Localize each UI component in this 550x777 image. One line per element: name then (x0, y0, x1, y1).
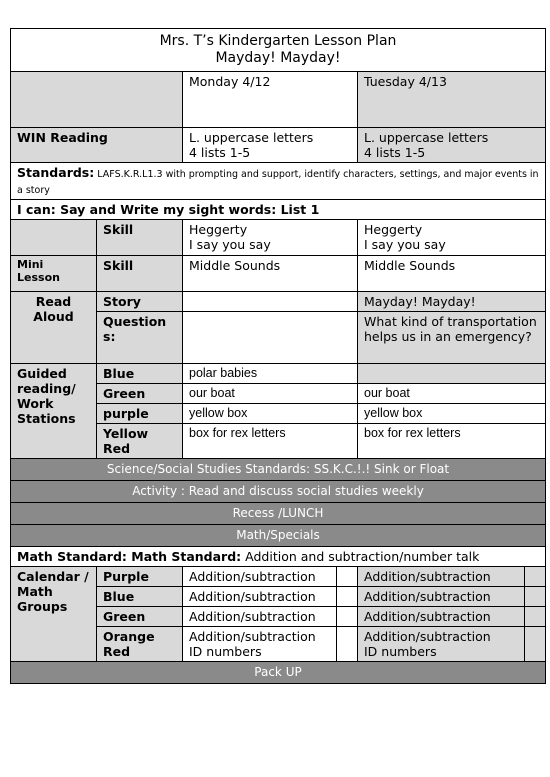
skill-day1: Heggerty I say you say (183, 220, 358, 256)
story-day2: Mayday! Mayday! (358, 292, 546, 312)
math-day1-spacer (337, 567, 358, 587)
math-specials-bar-row (11, 525, 546, 547)
story-day1 (183, 292, 358, 312)
guided-day1: polar babies (183, 364, 358, 384)
question-day2: What kind of transportation helps us in an emergency? (358, 312, 546, 364)
math-standard-label: Math Standard: Math Standard: (17, 549, 242, 564)
read-aloud-story-row (11, 292, 546, 312)
day2-header: Tuesday 4/13 (358, 72, 546, 128)
days-corner-cell (11, 72, 183, 128)
guided-day1: yellow box (183, 404, 358, 424)
page-title: Mrs. T’s Kindergarten Lesson Plan Mayday! Mayday! (11, 29, 546, 72)
math-group-label: Purple (97, 567, 183, 587)
skill-row (11, 220, 546, 256)
i-can-row (11, 200, 546, 220)
math-day2-spacer (525, 627, 546, 662)
day1-header: Monday 4/12 (183, 72, 358, 128)
math-day1-spacer (337, 607, 358, 627)
guided-reading-label: Guided reading/ Work Stations (11, 364, 97, 459)
mini-lesson-skill-label: Skill (97, 256, 183, 292)
science-bar-row (11, 459, 546, 481)
math-standard-text: Addition and subtraction/number talk (241, 549, 480, 564)
win-reading-day2: L. uppercase letters 4 lists 1-5 (358, 128, 546, 163)
guided-group-label: purple (97, 404, 183, 424)
read-aloud-label: Read Aloud (11, 292, 97, 364)
mini-lesson-day1: Middle Sounds (183, 256, 358, 292)
skill-day2: Heggerty I say you say (358, 220, 546, 256)
math-group-label: Orange Red (97, 627, 183, 662)
guided-day2 (358, 364, 546, 384)
math-day2: Addition/subtraction (358, 567, 525, 587)
math-group-label: Green (97, 607, 183, 627)
math-group-label: Blue (97, 587, 183, 607)
skill-row-blank (11, 220, 97, 256)
lesson-plan-table (10, 28, 546, 684)
mini-lesson-row (11, 256, 546, 292)
math-standard-cell (11, 547, 546, 567)
math-day1-spacer (337, 627, 358, 662)
guided-day1: box for rex letters (183, 424, 358, 459)
math-day2: Addition/subtraction ID numbers (358, 627, 525, 662)
title-row (11, 29, 546, 72)
math-day2-spacer (525, 567, 546, 587)
skill-label: Skill (97, 220, 183, 256)
guided-group-label: Blue (97, 364, 183, 384)
math-day1: Addition/subtraction (183, 567, 337, 587)
win-reading-day1: L. uppercase letters 4 lists 1-5 (183, 128, 358, 163)
math-row-purple (11, 567, 546, 587)
guided-day2: box for rex letters (358, 424, 546, 459)
math-specials-bar: Math/Specials (11, 525, 546, 547)
guided-row-blue (11, 364, 546, 384)
win-reading-row (11, 128, 546, 163)
math-day1: Addition/subtraction (183, 587, 337, 607)
standards-row (11, 163, 546, 200)
story-label: Story (97, 292, 183, 312)
standards-cell (11, 163, 546, 200)
math-day1: Addition/subtraction (183, 607, 337, 627)
activity-bar-row (11, 481, 546, 503)
recess-lunch-bar: Recess /LUNCH (11, 503, 546, 525)
standards-text: LAFS.K.R.L1.3 with prompting and support, identify characters, settings, and major events in a story (17, 169, 539, 196)
question-label: Question s: (97, 312, 183, 364)
math-day1: Addition/subtraction ID numbers (183, 627, 337, 662)
math-groups-label: Calendar / Math Groups (11, 567, 97, 662)
activity-bar: Activity : Read and discuss social studies weekly (11, 481, 546, 503)
guided-day2: our boat (358, 384, 546, 404)
win-reading-label: WIN Reading (11, 128, 183, 163)
guided-group-label: Yellow Red (97, 424, 183, 459)
pack-up-row (11, 662, 546, 684)
math-day2: Addition/subtraction (358, 587, 525, 607)
science-standards-bar: Science/Social Studies Standards: SS.K.C.!.! Sink or Float (11, 459, 546, 481)
math-day1-spacer (337, 587, 358, 607)
lesson-plan-page (10, 28, 545, 684)
math-day2-spacer (525, 587, 546, 607)
math-day2-spacer (525, 607, 546, 627)
question-day1 (183, 312, 358, 364)
recess-bar-row (11, 503, 546, 525)
standards-label: Standards: (17, 165, 95, 180)
mini-lesson-day2: Middle Sounds (358, 256, 546, 292)
i-can-statement: I can: Say and Write my sight words: List 1 (11, 200, 546, 220)
guided-day2: yellow box (358, 404, 546, 424)
guided-group-label: Green (97, 384, 183, 404)
guided-day1: our boat (183, 384, 358, 404)
pack-up-bar: Pack UP (11, 662, 546, 684)
days-header-row (11, 72, 546, 128)
mini-lesson-label: Mini Lesson (11, 256, 97, 292)
math-day2: Addition/subtraction (358, 607, 525, 627)
math-standard-row (11, 547, 546, 567)
